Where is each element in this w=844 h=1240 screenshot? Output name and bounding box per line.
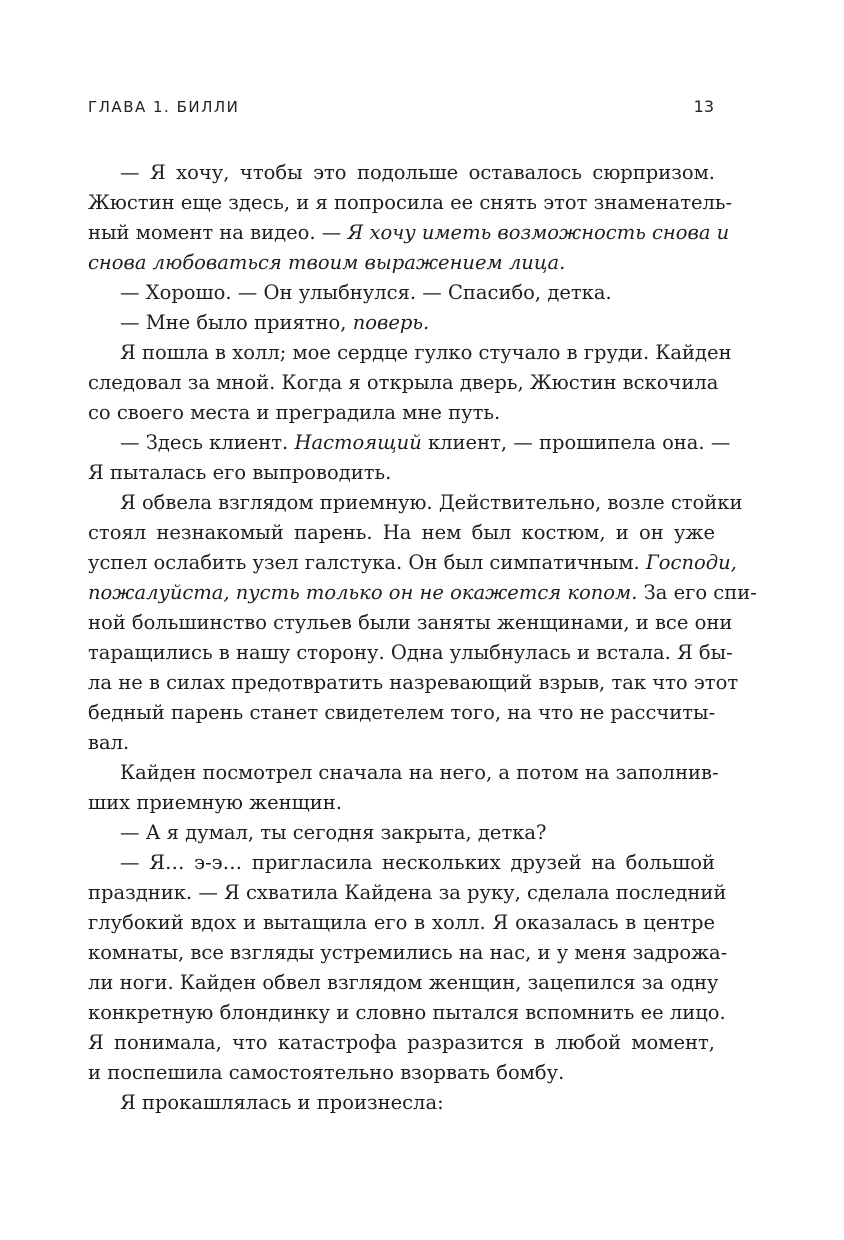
text-line: Я обвела взглядом приемную. Действительно, возле стойки	[120, 491, 743, 514]
text-line: ших приемную женщин.	[88, 791, 342, 814]
text-line: бедный парень станет свидетелем того, на что не рассчиты-	[88, 701, 716, 724]
text-line: — Хорошо. — Он улыбнулся. — Спасибо, детка.	[120, 281, 612, 304]
text-line: глубокий вдох и вытащила его в холл. Я оказалась в центре	[88, 911, 715, 934]
text-line: Жюстин еще здесь, и я попросила ее снять этот знаменатель-	[88, 191, 733, 214]
text-line: снова любоваться твоим выражением лица.	[88, 251, 566, 274]
text-line: комнаты, все взгляды устремились на нас, и у меня задрожа-	[88, 941, 728, 964]
text-line: таращились в нашу сторону. Одна улыбнулась и встала. Я бы-	[88, 641, 733, 664]
text-line: ли ноги. Кайден обвел взглядом женщин, зацепился за одну	[88, 971, 719, 994]
text-line: Кайден посмотрел сначала на него, а потом на заполнив-	[120, 761, 719, 784]
page-number: 13	[693, 97, 714, 116]
running-head-chapter: ГЛАВА 1. БИЛЛИ	[88, 98, 240, 116]
text-line: Я понимала, что катастрофа разразится в любой момент,	[88, 1031, 715, 1054]
text-line: праздник. — Я схватила Кайдена за руку, сделала последний	[88, 881, 727, 904]
text-line: — Я… э-э… пригласила нескольких друзей на большой	[120, 851, 715, 874]
text-line: — Мне было приятно, поверь.	[120, 311, 430, 334]
text-line: Я пошла в холл; мое сердце гулко стучало в груди. Кайден	[120, 341, 732, 364]
text-line: и поспешила самостоятельно взорвать бомбу.	[88, 1061, 565, 1084]
text-line: пожалуйста, пусть только он не окажется копом. За его спи-	[88, 581, 757, 604]
body-text	[88, 158, 757, 1118]
text-line: Я прокашлялась и произнесла:	[120, 1091, 444, 1114]
text-line: — Здесь клиент. Настоящий клиент, — прошипела она. —	[120, 431, 731, 454]
text-line: вал.	[88, 731, 130, 754]
text-line: Я пыталась его выпроводить.	[88, 461, 392, 484]
text-line: конкретную блондинку и словно пытался вспомнить ее лицо.	[88, 1001, 726, 1024]
text-line: — А я думал, ты сегодня закрыта, детка?	[120, 821, 547, 844]
text-line: следовал за мной. Когда я открыла дверь, Жюстин вскочила	[88, 371, 719, 394]
text-line: ный момент на видео. — Я хочу иметь возможность снова и	[88, 221, 730, 244]
text-line: — Я хочу, чтобы это подольше оставалось сюрпризом.	[120, 161, 715, 184]
text-line: со своего места и преградила мне путь.	[88, 401, 501, 424]
text-line: успел ослабить узел галстука. Он был симпатичным. Господи,	[88, 551, 737, 574]
text-line: стоял незнакомый парень. На нем был костюм, и он уже	[88, 521, 715, 544]
text-line: ла не в силах предотвратить назревающий взрыв, так что этот	[88, 671, 739, 694]
text-line: ной большинство стульев были заняты женщинами, и все они	[88, 611, 733, 634]
